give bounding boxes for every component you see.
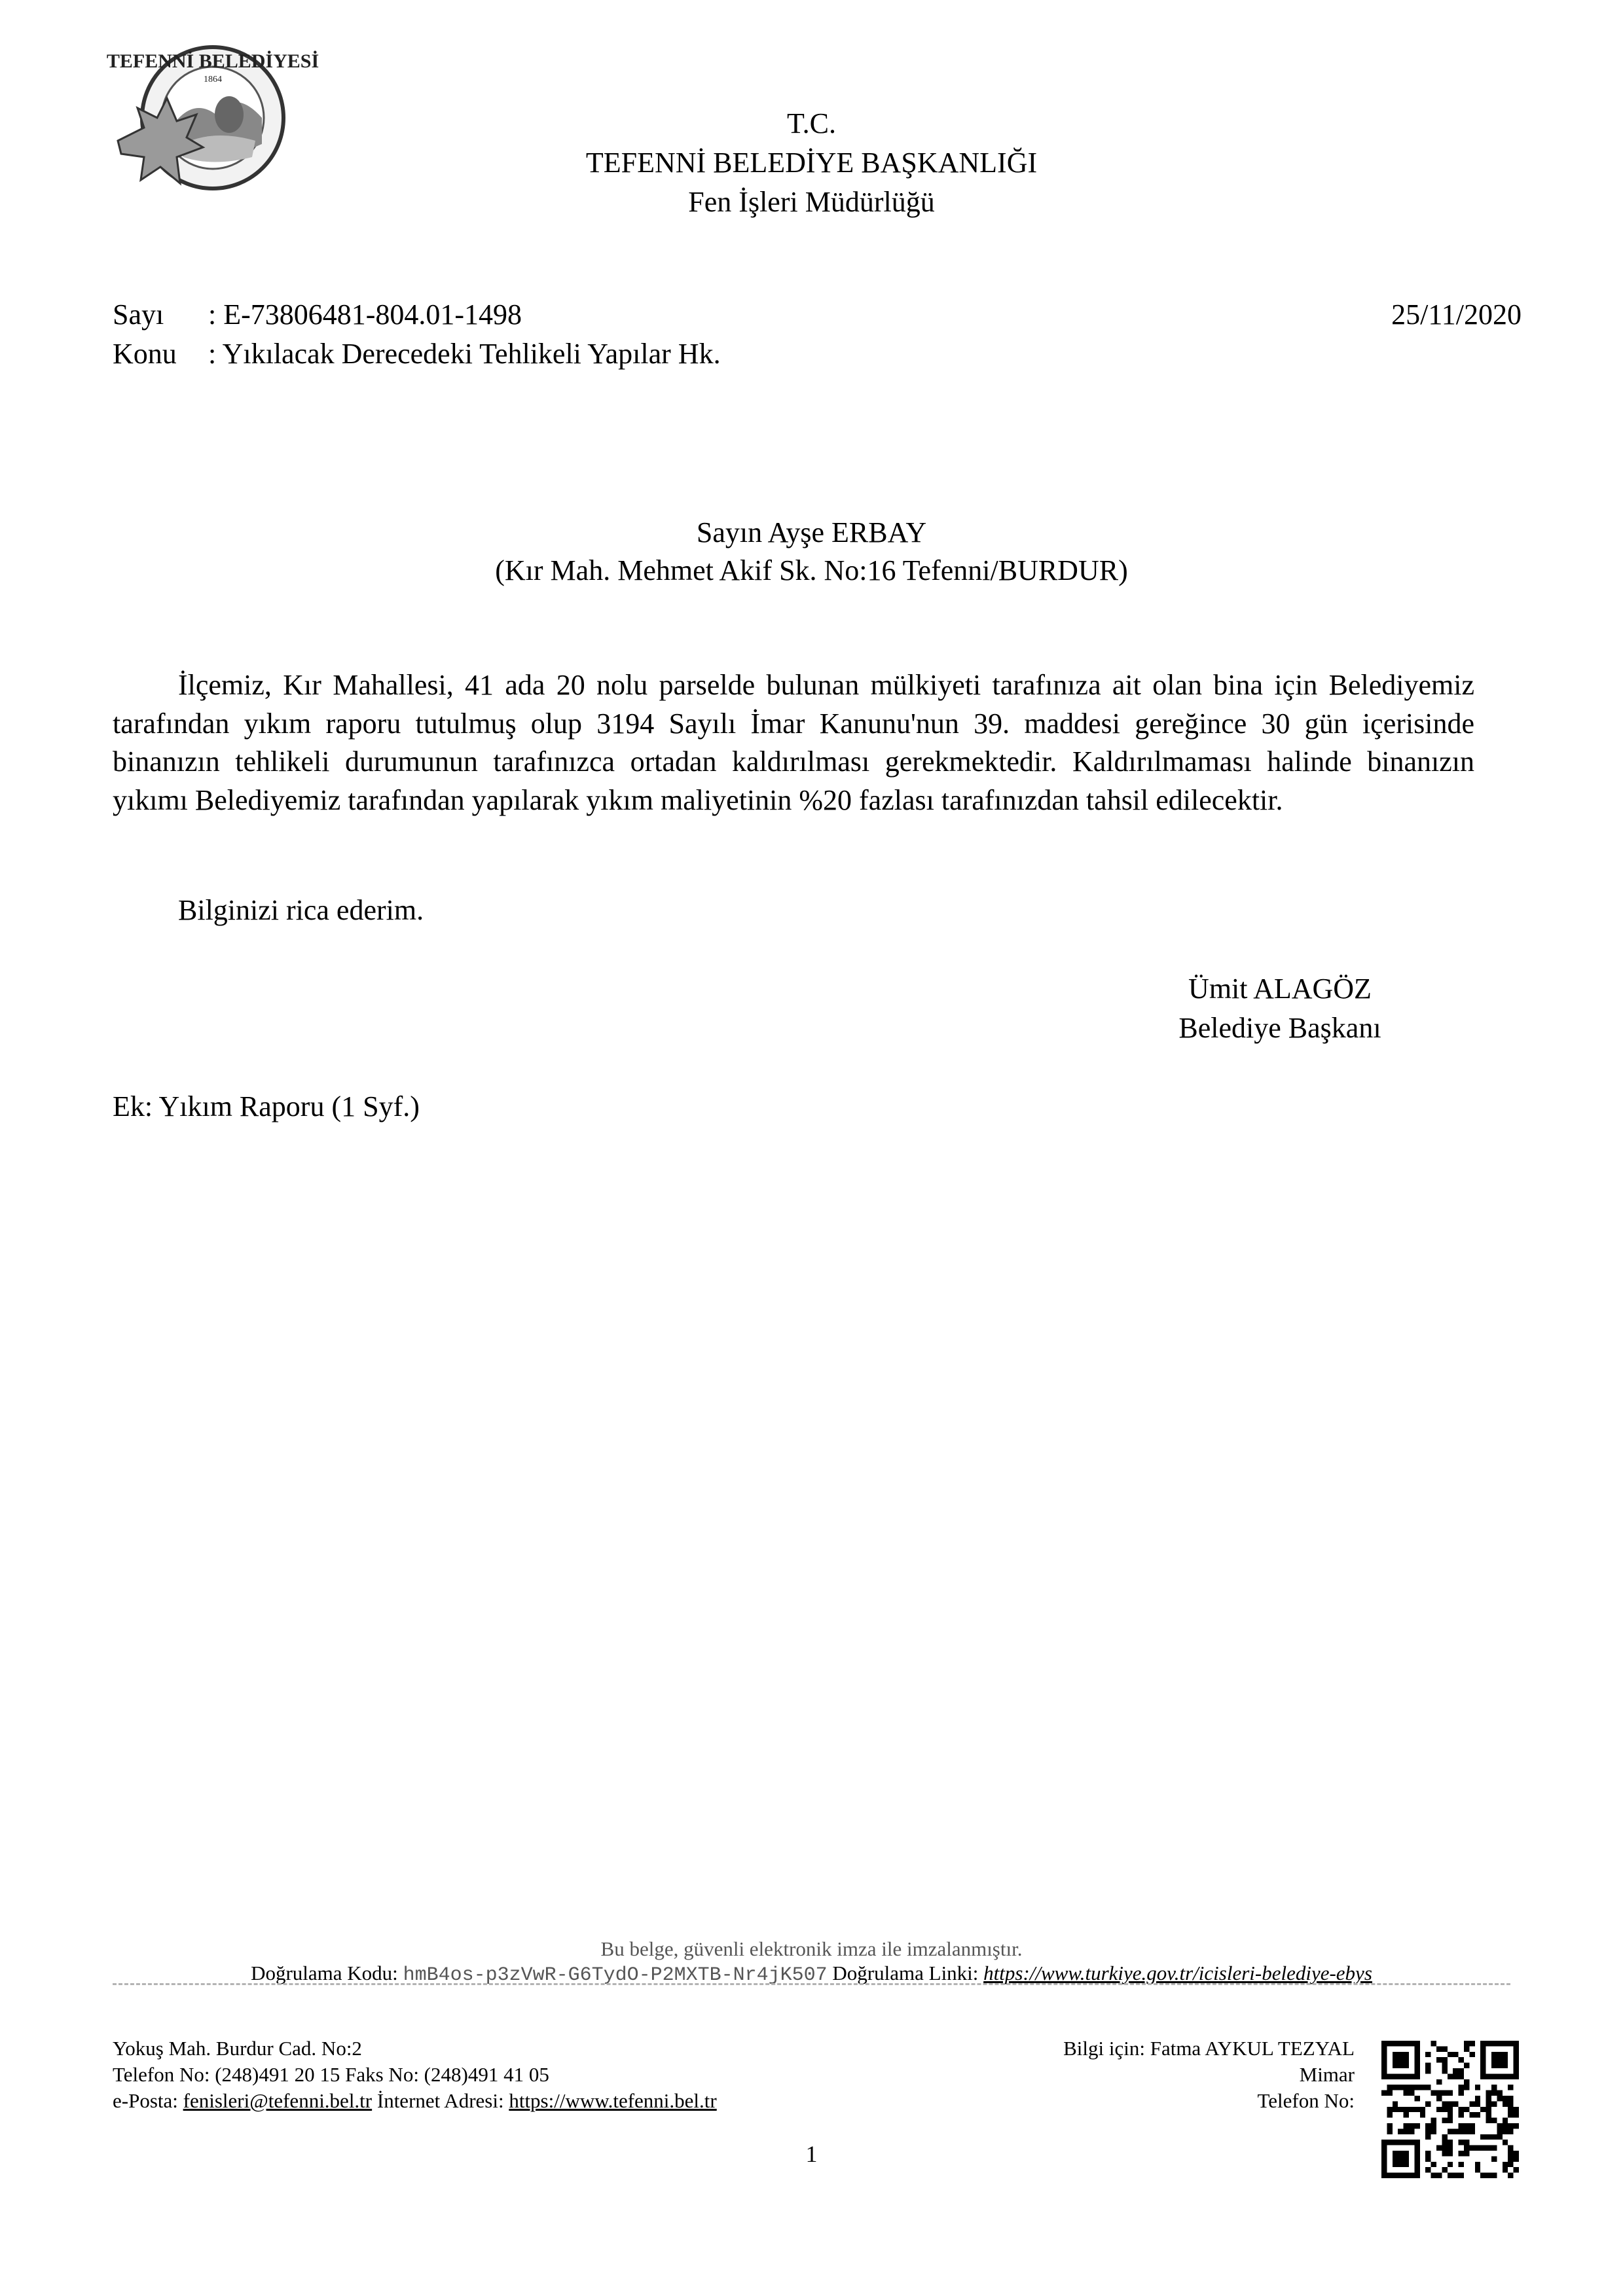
attachment-note: Ek: Yıkım Raporu (1 Syf.): [113, 1090, 420, 1122]
web-link[interactable]: https://www.tefenni.bel.tr: [509, 2089, 717, 2112]
verify-label: Doğrulama Kodu:: [251, 1962, 398, 1984]
info-contact: Bilgi için: Fatma AYKUL TEZYAL: [1063, 2037, 1355, 2060]
esign-note: Bu belge, güvenli elektronik imza ile imzalanmıştır.: [600, 1937, 1023, 1960]
seal-text: TEFENNİ BELEDİYESİ: [106, 50, 319, 72]
web-label: İnternet Adresi:: [376, 2089, 504, 2112]
info-title: Mimar: [1299, 2063, 1355, 2086]
document-date: 25/11/2020: [1391, 298, 1522, 331]
verify-code[interactable]: hmB4os-p3zVwR-G6TydO-P2MXTB-Nr4jK507: [403, 1964, 828, 1986]
footer-phone-fax: Telefon No: (248)491 20 15 Faks No: (248)491 41 05: [113, 2063, 549, 2086]
konu-label: Konu: [113, 338, 177, 370]
recipient-address: (Kır Mah. Mehmet Akif Sk. No:16 Tefenni/BURDUR): [495, 554, 1128, 586]
footer-divider: [113, 1983, 1510, 1985]
body-paragraph: İlçemiz, Kır Mahallesi, 41 ada 20 nolu parselde bulunan mülkiyeti tarafınıza ait olan bina için Belediyemiz tarafından yıkım raporu tutulmuş olup 3194 Sayılı İmar Kanunu'nun 39. maddesi gereğince 30 gün içerisinde binanızın tehlikeli durumunun tarafınızca ortadan kaldırılması gerekmektedir. Kaldırılmaması halinde binanızın yıkımı Belediyemiz tarafından yapılarak yıkım maliyetinin %20 fazlası tarafınızdan tahsil edilecektir.: [113, 669, 1474, 816]
header-department: Fen İşleri Müdürlüğü: [688, 186, 935, 218]
seal-year: 1864: [204, 75, 222, 84]
sayi-label: Sayı: [113, 298, 164, 331]
signer-title: Belediye Başkanı: [1178, 1012, 1381, 1044]
header-tc: T.C.: [787, 107, 836, 139]
closing-line: Bilginizi rica ederim.: [178, 894, 424, 926]
info-phone: Telefon No:: [1257, 2089, 1355, 2112]
footer-address: Yokuş Mah. Burdur Cad. No:2: [113, 2037, 362, 2060]
signer-name: Ümit ALAGÖZ: [1188, 973, 1372, 1005]
email-label: e-Posta:: [113, 2089, 178, 2112]
verify-link[interactable]: https://www.turkiye.gov.tr/icisleri-belediye-ebys: [983, 1962, 1372, 1984]
sayi-value: : E-73806481-804.01-1498: [208, 298, 522, 331]
recipient-name: Sayın Ayşe ERBAY: [696, 516, 927, 548]
email-link[interactable]: fenisleri@tefenni.bel.tr: [183, 2089, 373, 2112]
verify-link-label: Doğrulama Linki:: [832, 1962, 979, 1984]
footer-contact-line: [113, 2088, 717, 2114]
header-institution: TEFENNİ BELEDİYE BAŞKANLIĞI: [585, 147, 1038, 179]
page-number: 1: [805, 2141, 818, 2167]
konu-value: : Yıkılacak Derecedeki Tehlikeli Yapılar Hk.: [208, 338, 721, 370]
